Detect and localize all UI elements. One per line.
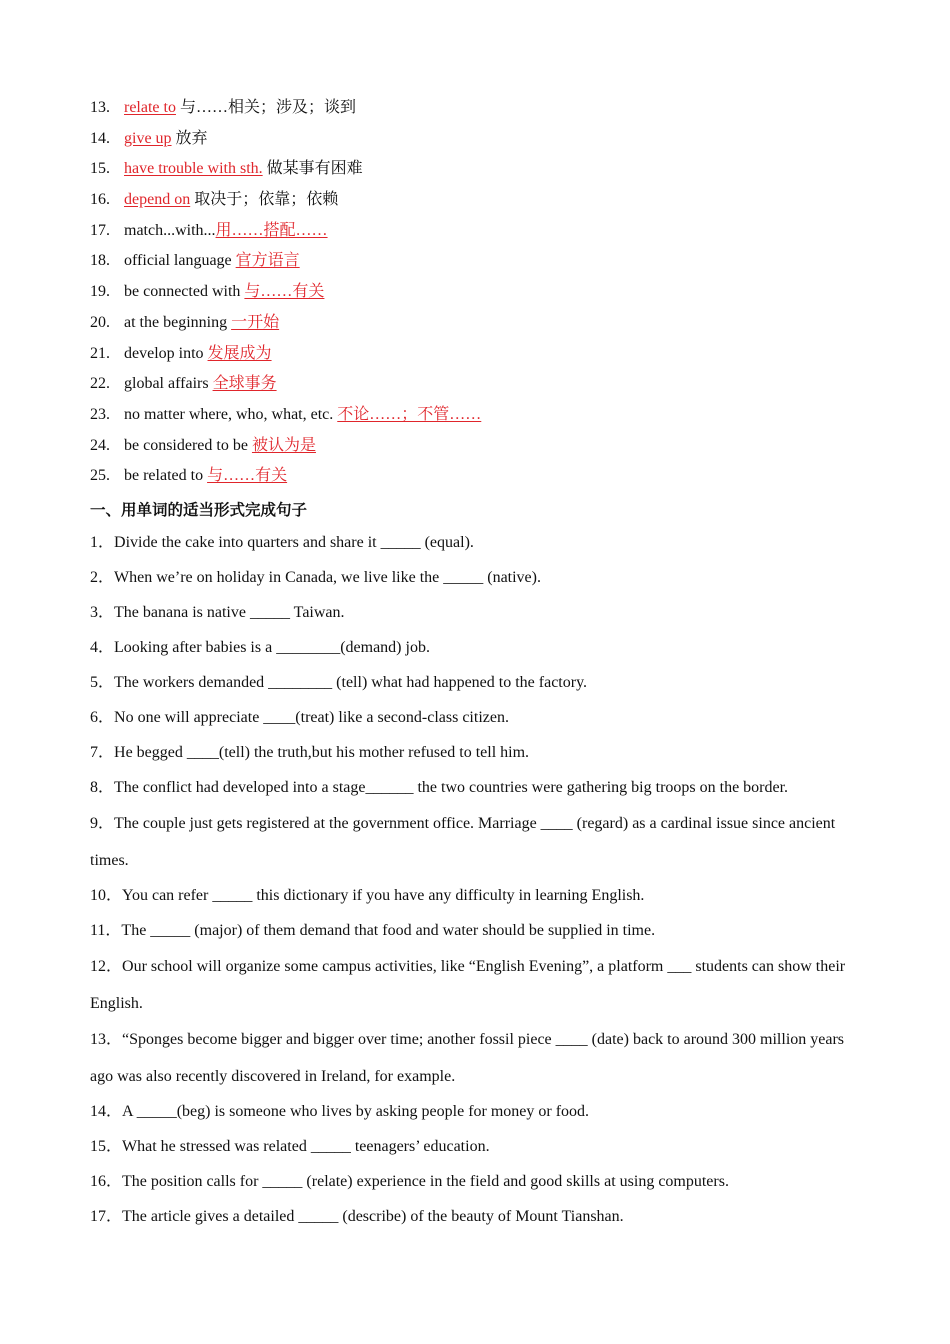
exercise-item — [90, 775, 858, 801]
phrase-english: be considered to be — [124, 436, 248, 454]
exercise-number: 11． — [90, 922, 122, 939]
phrase-english: official language — [124, 252, 232, 270]
phrase-item — [90, 279, 870, 310]
exercise-text: The banana is native _____ Taiwan. — [114, 604, 345, 621]
phrase-item — [90, 156, 870, 187]
exercise-item — [90, 530, 858, 556]
phrase-number: 18. — [90, 252, 110, 270]
exercise-number: 3． — [90, 604, 115, 621]
phrase-number: 17. — [90, 221, 110, 239]
phrase-number: 16. — [90, 191, 110, 209]
exercise-item — [90, 1021, 858, 1095]
phrase-english-answer: give up — [124, 129, 172, 147]
phrase-item — [90, 433, 870, 464]
phrase-number: 14. — [90, 129, 110, 147]
exercise-list — [90, 530, 858, 1239]
phrase-english-answer: relate to — [124, 99, 176, 116]
phrase-chinese: 取决于；依靠；依赖 — [194, 191, 339, 209]
exercise-text: “Sponges become bigger and bigger over time; another fossil piece ____ (date) back to around 300 million years ago was also recently discovered in Ireland, for example. — [90, 1031, 845, 1085]
phrase-item — [90, 402, 870, 433]
phrase-chinese: 做某事有困难 — [266, 160, 363, 178]
phrase-chinese: 放弃 — [175, 129, 208, 147]
section-title: 一、用单词的适当形式完成句子 — [90, 501, 308, 519]
phrase-number: 19. — [90, 283, 110, 301]
exercise-item — [90, 565, 858, 591]
exercise-number: 7． — [90, 744, 115, 761]
exercise-text: Looking after babies is a ________(demand) job. — [114, 639, 430, 656]
phrase-item — [90, 248, 870, 279]
phrase-item — [90, 95, 870, 126]
phrase-item — [90, 126, 870, 157]
exercise-text: What he stressed was related _____ teenagers’ education. — [122, 1138, 490, 1155]
exercise-item — [90, 1204, 858, 1230]
phrase-english: no matter where, who, what, etc. — [124, 405, 334, 423]
phrase-chinese-answer: 全球事务 — [212, 375, 277, 393]
phrase-english: develop into — [124, 344, 204, 362]
exercise-item — [90, 635, 858, 661]
exercise-number: 12． — [90, 958, 123, 975]
exercise-text: No one will appreciate ____(treat) like a second-class citizen. — [114, 709, 509, 726]
exercise-item — [90, 1134, 858, 1160]
exercise-item — [90, 705, 858, 731]
phrase-chinese-answer: 与……有关 — [207, 467, 288, 485]
exercise-number: 5． — [90, 674, 115, 691]
exercise-text: The workers demanded ________ (tell) what had happened to the factory. — [114, 674, 588, 691]
phrase-item — [90, 310, 870, 341]
exercise-number: 1． — [90, 534, 115, 551]
phrase-chinese-answer: 不论……；不管…… — [337, 405, 482, 423]
exercise-text: The couple just gets registered at the government office. Marriage ____ (regard) as a cardinal issue since ancient times. — [90, 815, 836, 869]
phrase-item — [90, 218, 870, 249]
phrase-chinese-answer: 官方语言 — [235, 252, 300, 270]
exercise-text: The position calls for _____ (relate) experience in the field and good skills at using computers. — [122, 1173, 729, 1190]
exercise-number: 4． — [90, 639, 115, 656]
exercise-number: 16． — [90, 1173, 123, 1190]
exercise-text: You can refer _____ this dictionary if you have any difficulty in learning English. — [122, 887, 645, 904]
exercise-item — [90, 948, 858, 1022]
exercise-item — [90, 918, 858, 944]
exercise-item — [90, 600, 858, 626]
exercise-number: 6． — [90, 709, 115, 726]
exercise-number: 8． — [90, 779, 115, 796]
phrase-english-answer: depend on — [124, 191, 191, 209]
phrase-number: 22. — [90, 375, 110, 393]
exercise-text: A _____(beg) is someone who lives by asking people for money or food. — [122, 1103, 590, 1120]
exercise-number: 15． — [90, 1138, 123, 1155]
exercise-item — [90, 1099, 858, 1125]
exercise-item — [90, 883, 858, 909]
phrase-list — [90, 95, 870, 494]
phrase-english: match...with... — [124, 221, 216, 239]
exercise-text: Divide the cake into quarters and share it _____ (equal). — [114, 534, 474, 551]
phrase-chinese-answer: 发展成为 — [207, 344, 272, 362]
exercise-item — [90, 1169, 858, 1195]
phrase-english-answer: have trouble with sth. — [124, 160, 263, 178]
phrase-chinese-answer: 被认为是 — [251, 436, 316, 454]
exercise-number: 17． — [90, 1208, 123, 1225]
phrase-number: 25. — [90, 467, 110, 485]
phrase-item — [90, 463, 870, 494]
exercise-text: The _____ (major) of them demand that food and water should be supplied in time. — [121, 922, 656, 939]
phrase-item — [90, 187, 870, 218]
exercise-item — [90, 740, 858, 766]
exercise-number: 13． — [90, 1031, 123, 1048]
phrase-item — [90, 371, 870, 402]
exercise-item — [90, 805, 858, 879]
exercise-number: 10． — [90, 887, 123, 904]
exercise-text: When we’re on holiday in Canada, we live like the _____ (native). — [114, 569, 541, 586]
phrase-number: 15. — [90, 160, 110, 178]
exercise-number: 9． — [90, 815, 115, 832]
exercise-item — [90, 670, 858, 696]
phrase-chinese-answer: 用……搭配…… — [215, 221, 328, 239]
exercise-text: The conflict had developed into a stage______ the two countries were gathering big troops on the border. — [114, 779, 789, 796]
exercise-number: 2． — [90, 569, 115, 586]
exercise-number: 14． — [90, 1103, 123, 1120]
phrase-chinese: 与……相关；涉及；谈到 — [179, 99, 356, 116]
phrase-item — [90, 341, 870, 372]
phrase-number: 23. — [90, 405, 110, 423]
phrase-english: at the beginning — [124, 313, 228, 331]
phrase-chinese-answer: 与……有关 — [244, 283, 325, 301]
phrase-number: 24. — [90, 436, 110, 454]
phrase-english: global affairs — [124, 375, 209, 393]
phrase-chinese-answer: 一开始 — [231, 313, 280, 331]
exercise-text: Our school will organize some campus activities, like “English Evening”, a platform ___ students can show their English. — [90, 958, 846, 1012]
phrase-english: be related to — [124, 467, 204, 485]
phrase-english: be connected with — [124, 283, 241, 301]
phrase-number: 20. — [90, 313, 110, 331]
exercise-text: He begged ____(tell) the truth,but his mother refused to tell him. — [114, 744, 530, 761]
exercise-text: The article gives a detailed _____ (describe) of the beauty of Mount Tianshan. — [122, 1208, 624, 1225]
phrase-number: 13. — [90, 99, 110, 116]
phrase-number: 21. — [90, 344, 110, 362]
